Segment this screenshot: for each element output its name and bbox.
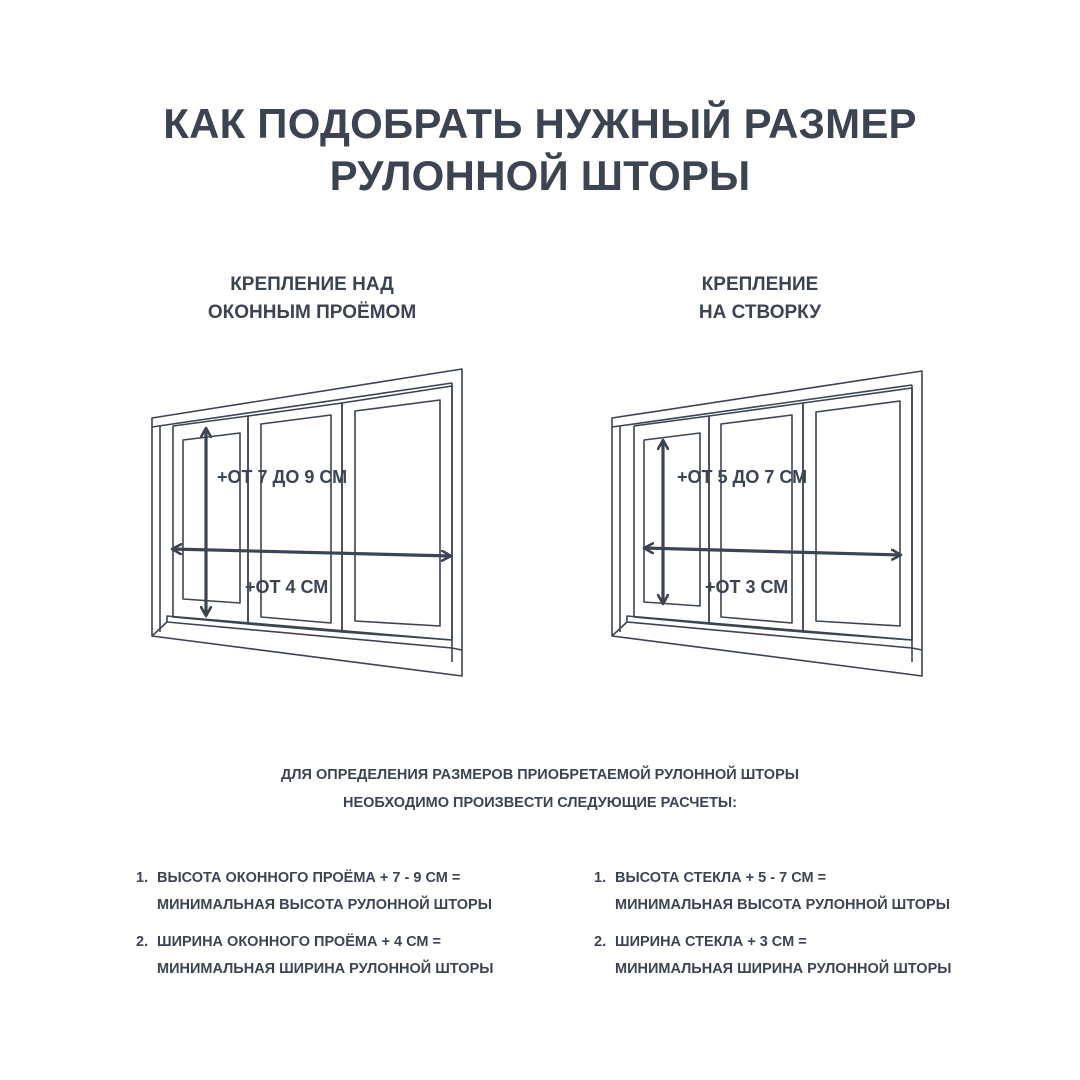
list-item [594,865,1014,919]
right-heading-line-2: НА СТВОРКУ [698,302,822,323]
intro-line-1: ДЛЯ ОПРЕДЕЛЕНИЯ РАЗМЕРОВ ПРИОБРЕТАЕМОЙ РУЛОННОЙ ШТОРЫ [281,767,799,783]
left-width-arrow [172,549,451,556]
list-item-number: 2. [594,934,607,950]
list-item [136,865,556,919]
list-item-line-1: ВЫСОТА ОКОННОГО ПРОЁМА + 7 - 9 СМ = [157,870,461,886]
left-heading-line-2: ОКОННЫМ ПРОЁМОМ [207,302,417,323]
list-item-line-2: МИНИМАЛЬНАЯ ШИРИНА РУЛОННОЙ ШТОРЫ [615,961,952,977]
list-item-line-1: ШИРИНА СТЕКЛА + 3 СМ = [615,934,807,950]
list-item-line-2: МИНИМАЛЬНАЯ ВЫСОТА РУЛОННОЙ ШТОРЫ [157,897,492,913]
list-item-number: 1. [136,870,149,886]
list-item-line-2: МИНИМАЛЬНАЯ ВЫСОТА РУЛОННОЙ ШТОРЫ [615,897,950,913]
left-calculation-list [136,865,556,993]
left-heading-line-1: КРЕПЛЕНИЕ НАД [230,274,394,295]
left-height-label: +ОТ 7 ДО 9 СМ [217,467,348,487]
page-title-line-1: КАК ПОДОБРАТЬ НУЖНЫЙ РАЗМЕР [163,100,917,147]
list-item-line-1: ШИРИНА ОКОННОГО ПРОЁМА + 4 СМ = [157,934,441,950]
right-width-label: +ОТ 3 СМ [705,577,789,597]
right-height-label: +ОТ 5 ДО 7 СМ [677,467,808,487]
calculation-intro [0,761,1080,817]
left-window-drawing [152,369,462,676]
list-item-number: 2. [136,934,149,950]
intro-line-2: НЕОБХОДИМО ПРОИЗВЕСТИ СЛЕДУЮЩИЕ РАСЧЕТЫ: [343,795,737,811]
page-title-line-2: РУЛОННОЙ ШТОРЫ [329,152,751,199]
list-item-line-2: МИНИМАЛЬНАЯ ШИРИНА РУЛОННОЙ ШТОРЫ [157,961,494,977]
list-item-line-1: ВЫСОТА СТЕКЛА + 5 - 7 СМ = [615,870,827,886]
right-width-arrow [644,548,901,555]
list-item-number: 1. [594,870,607,886]
list-item [594,929,1014,983]
list-item [136,929,556,983]
left-width-label: +ОТ 4 СМ [245,577,329,597]
right-heading-line-1: КРЕПЛЕНИЕ [701,274,819,295]
right-window-drawing [612,371,922,676]
right-calculation-list [594,865,1014,993]
